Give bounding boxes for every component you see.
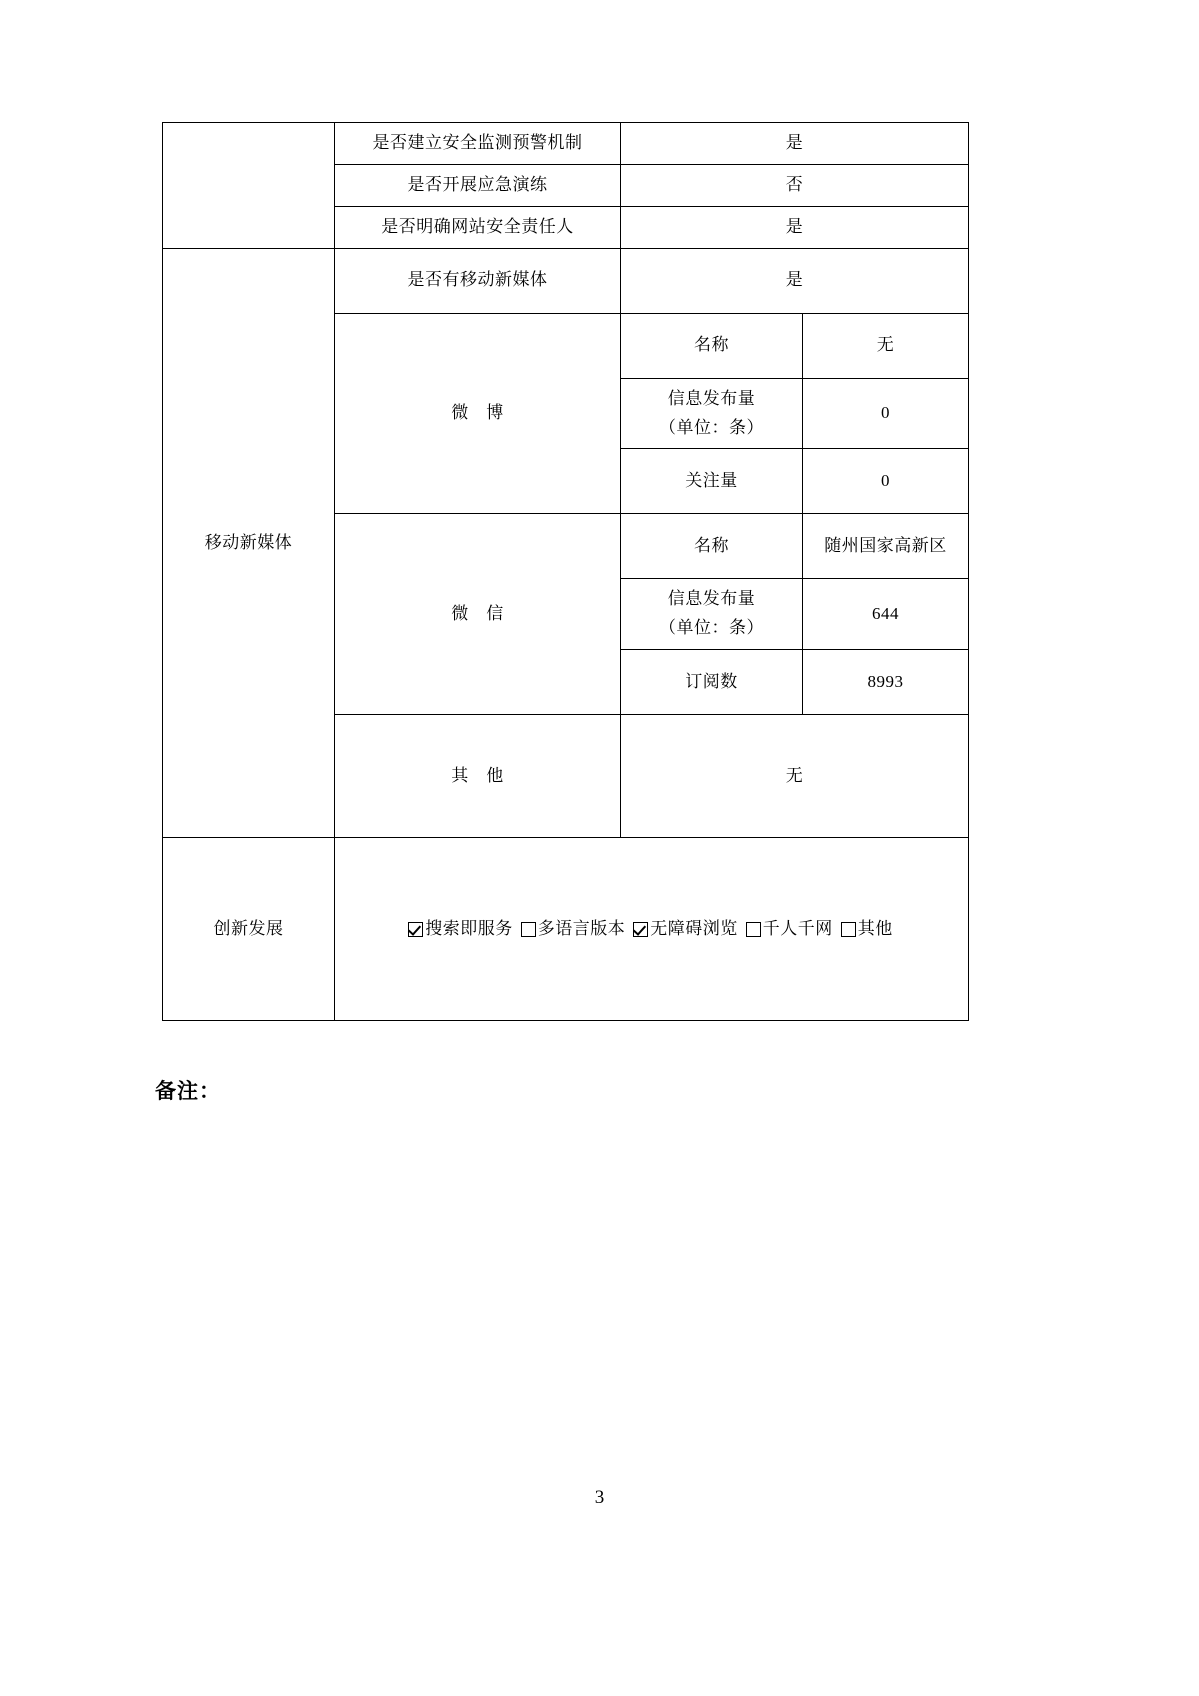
innovation-option-label-3: 无障碍浏览 (650, 918, 738, 938)
weibo-metric-followers: 关注量 (621, 449, 803, 514)
weixin-metric-publish-line1: 信息发布量 (667, 589, 756, 609)
security-question-3: 是否明确网站安全责任人 (335, 206, 621, 248)
weixin-value-name: 随州国家高新区 (803, 514, 969, 579)
innovation-checkbox-group (339, 915, 964, 944)
weibo-metric-publish-line2: （单位：条） (659, 417, 764, 437)
weixin-metric-subscribers: 订阅数 (621, 650, 803, 715)
weibo-metric-publish-count (621, 378, 803, 449)
security-question-1: 是否建立安全监测预警机制 (335, 123, 621, 165)
has-mobile-media-question: 是否有移动新媒体 (335, 248, 621, 313)
security-category-cell (163, 123, 335, 249)
other-media-label: 其 他 (335, 715, 621, 838)
checkbox-search-as-service-icon[interactable] (408, 922, 423, 937)
innovation-option-label-1: 搜索即服务 (425, 918, 513, 938)
innovation-options-cell (335, 838, 969, 1021)
mobile-media-category-cell: 移动新媒体 (163, 248, 335, 838)
table-row (163, 248, 969, 313)
weixin-metric-publish-line2: （单位：条） (659, 618, 764, 638)
weibo-value-publish-count: 0 (803, 378, 969, 449)
checkbox-personalized-icon[interactable] (746, 922, 761, 937)
innovation-option-label-5: 其他 (857, 918, 893, 938)
has-mobile-media-answer: 是 (621, 248, 969, 313)
weibo-metric-publish-line1: 信息发布量 (667, 388, 756, 408)
weixin-label: 微 信 (335, 514, 621, 715)
weibo-value-name: 无 (803, 313, 969, 378)
security-answer-3: 是 (621, 206, 969, 248)
weixin-value-subscribers: 8993 (803, 650, 969, 715)
innovation-option-label-4: 千人千网 (762, 918, 833, 938)
security-question-2: 是否开展应急演练 (335, 164, 621, 206)
table-row (163, 838, 969, 1021)
page-number: 3 (594, 1487, 605, 1508)
weibo-metric-name: 名称 (621, 313, 803, 378)
security-answer-1: 是 (621, 123, 969, 165)
innovation-category-cell: 创新发展 (163, 838, 335, 1021)
checkbox-other-icon[interactable] (841, 922, 856, 937)
remark-label: 备注： (155, 1080, 221, 1103)
innovation-option-label-2: 多语言版本 (537, 918, 626, 938)
table-row (163, 123, 969, 165)
weixin-value-publish-count: 644 (803, 579, 969, 650)
weixin-metric-publish-count (621, 579, 803, 650)
checkbox-multilingual-icon[interactable] (521, 922, 536, 937)
weibo-value-followers: 0 (803, 449, 969, 514)
weixin-metric-name: 名称 (621, 514, 803, 579)
security-answer-2: 否 (621, 164, 969, 206)
weibo-label: 微 博 (335, 313, 621, 514)
checkbox-accessibility-icon[interactable] (633, 922, 648, 937)
other-media-value: 无 (621, 715, 969, 838)
website-report-table (162, 122, 969, 1021)
